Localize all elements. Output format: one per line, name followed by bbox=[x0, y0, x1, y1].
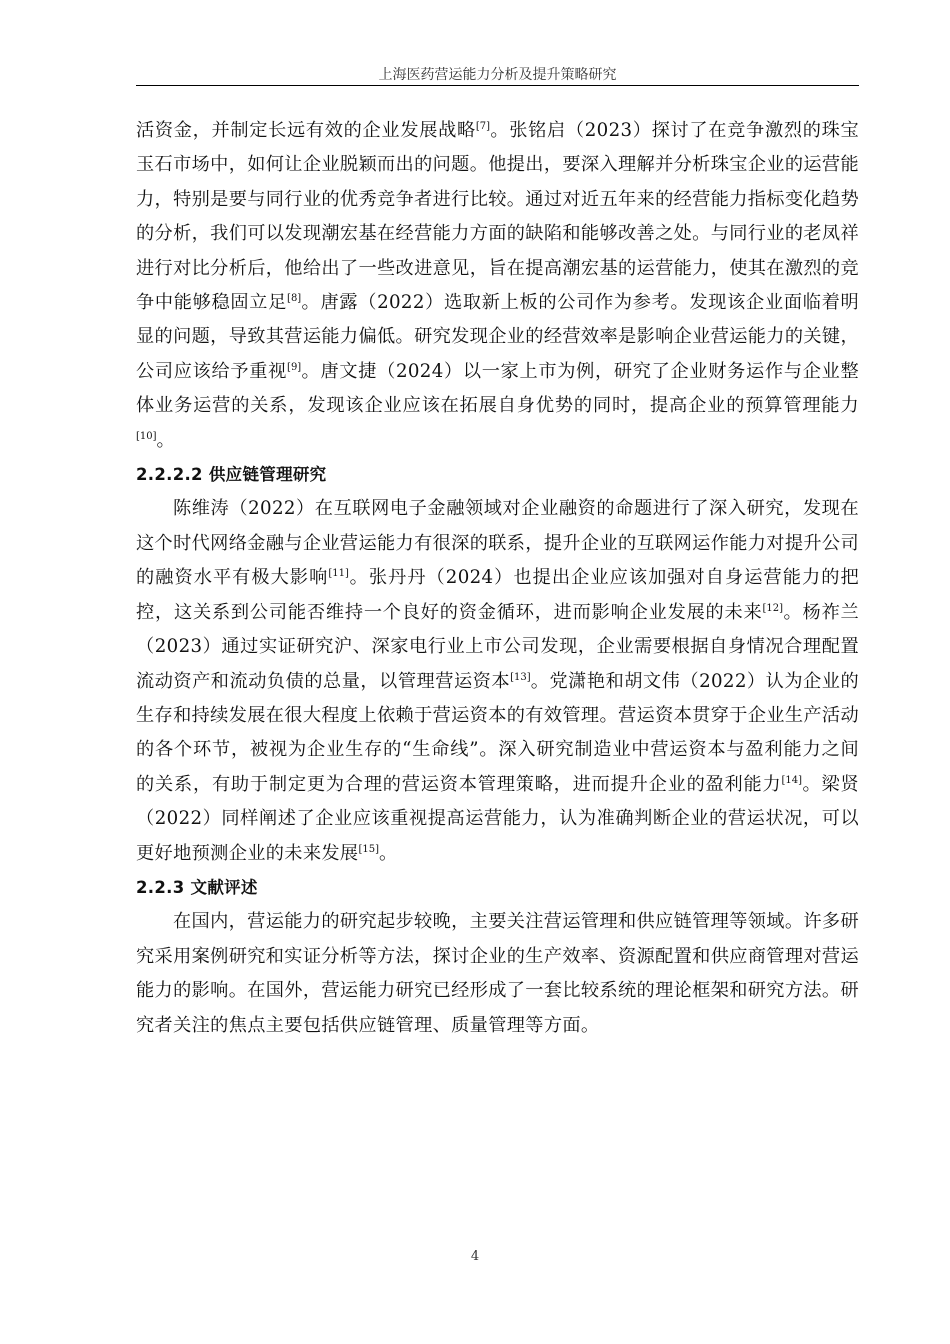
citation-14: [14] bbox=[781, 774, 803, 786]
heading-2-2-2-2: 2.2.2.2 供应链管理研究 bbox=[136, 465, 327, 485]
citation-10: [10] bbox=[136, 430, 157, 442]
citation-8: [8] bbox=[287, 293, 302, 305]
citation-7: [7] bbox=[475, 121, 491, 132]
text-segment: 。杨祚兰（2023）通过实证研究沪、深家电行业上市公司发现，企业需要根据自身情况合理配置流动资产和流动负债的总量，以管理营运资本 bbox=[136, 601, 859, 692]
paragraph-supply-chain bbox=[136, 492, 859, 870]
citation-12: [12] bbox=[762, 602, 784, 614]
text-segment: 活资金，并制定长远有效的企业发展战略 bbox=[136, 120, 476, 141]
text-segment: 。 bbox=[378, 842, 398, 864]
text-segment: 。梁贤（2022）同样阐述了企业应该重视提高运营能力，认为准确判断企业的营运状况，可以更好地预测企业的未来发展 bbox=[136, 773, 859, 864]
citation-13: [13] bbox=[510, 671, 531, 683]
text-segment: 。 bbox=[156, 429, 176, 451]
citation-15: [15] bbox=[358, 843, 379, 855]
text-segment: 陈维涛（2022）在互联网电子金融领域对企业融资的命题进行了深入研究，发现在这个时代网络金融与企业营运能力有很深的联系，提升企业的互联网运作能力对提升公司的融资水平有极大影响 bbox=[136, 498, 859, 589]
text-segment: 。唐文捷（2024）以一家上市为例，研究了企业财务运作与企业整体业务运营的关系，发现该企业应该在拓展自身优势的同时，提高企业的预算管理能力 bbox=[136, 360, 859, 417]
text-segment: 。张丹丹（2024）也提出企业应该加强对自身运营能力的把控，这关系到公司能否维持一个良好的资金循环，进而影响企业发展的未来 bbox=[136, 567, 859, 623]
text-segment: 。党潇艳和胡文伟（2022）认为企业的生存和持续发展在很大程度上依赖于营运资本的有效管理。营运资本贯穿于企业生产活动的各个环节，被视为企业生存的“生命线”。深入研究制造业中营运资本与盈利能力之间的关系，有助于制定更为合理的营运资本管理策略，进而提升企业的盈利能力 bbox=[136, 670, 859, 795]
heading-2-2-3: 2.2.3 文献评述 bbox=[136, 877, 258, 897]
citation-11: [11] bbox=[328, 568, 349, 580]
paragraph-intro bbox=[136, 114, 859, 458]
page-number: 4 bbox=[470, 1249, 480, 1264]
text-segment: 。张铭启（2023）探讨了在竞争激烈的珠宝玉石市场中，如何让企业脱颖而出的问题。他提出，要深入理解并分析珠宝企业的运营能力，特别是要与同行业的优秀竞争者进行比较。通过对近五年来的经营能力指标变化趋势的分析，我们可以发现潮宏基在经营能力方面的缺陷和能够改善之处。与同行业的老凤祥进行对比分析后，他给出了一些改进意见，旨在提高潮宏基的运营能力，使其在激烈的竞争中能够稳固立足 bbox=[136, 120, 859, 314]
running-header: 上海医药营运能力分析及提升策略研究 bbox=[378, 67, 617, 83]
text-segment: 。唐露（2022）选取新上板的公司作为参考。发现该企业面临着明显的问题，导致其营运能力偏低。研究发现企业的经营效率是影响企业营运能力的关键，公司应该给予重视 bbox=[136, 292, 859, 382]
citation-9: [9] bbox=[287, 361, 302, 373]
page-body bbox=[136, 114, 859, 1043]
paragraph-literature-review: 在国内，营运能力的研究起步较晚，主要关注营运管理和供应链管理等领域。许多研究采用案例研究和实证分析等方法，探讨企业的生产效率、资源配置和供应商管理对营运能力的影响。在国外，营运能力研究已经形成了一套比较系统的理论框架和研究方法。研究者关注的焦点主要包括供应链管理、质量管理等方面。 bbox=[136, 911, 859, 1036]
header-rule bbox=[136, 85, 859, 86]
